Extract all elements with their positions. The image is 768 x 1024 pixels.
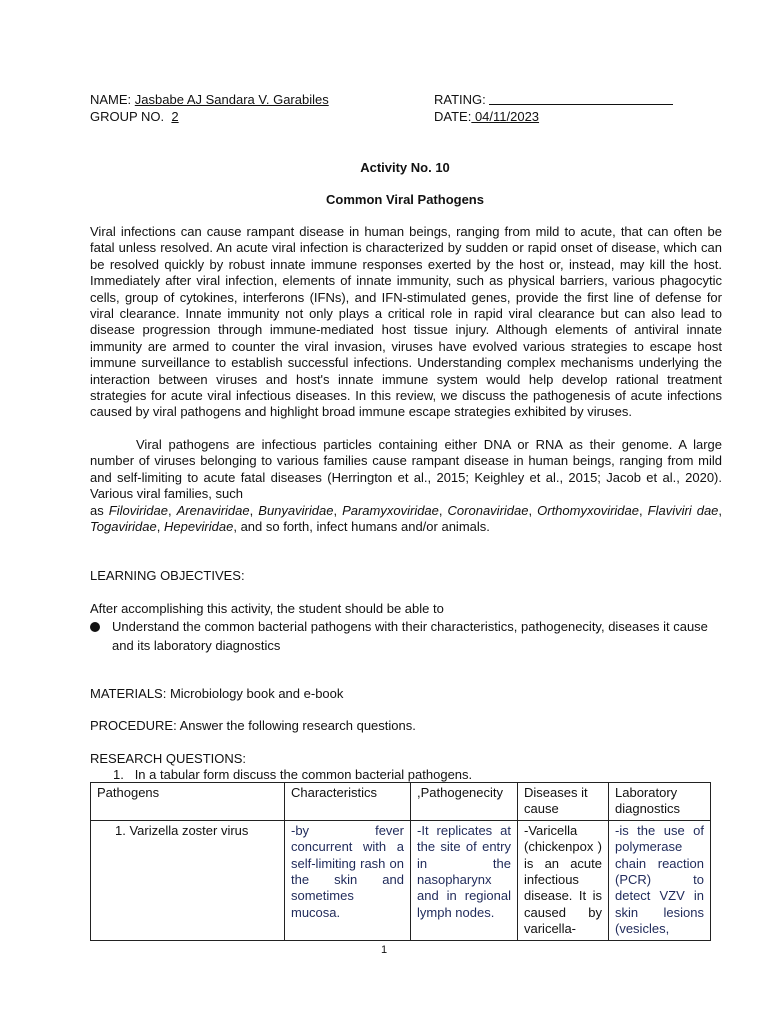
materials-line: MATERIALS: Microbiology book and e-book <box>90 686 344 701</box>
header-pathogenecity: ,Pathogenecity <box>411 783 518 821</box>
bullet-dot-icon <box>90 622 100 632</box>
procedure-line: PROCEDURE: Answer the following research questions. <box>90 718 416 733</box>
group-label: GROUP NO. <box>90 109 165 124</box>
family-8: Hepeviridae <box>163 519 234 535</box>
header-pathogens: Pathogens <box>91 783 285 821</box>
group-value: 2 <box>171 109 179 124</box>
pathogens-table <box>90 782 711 941</box>
table-header-row <box>91 783 711 821</box>
family-3: Paramyxoviridae <box>342 503 439 518</box>
objective-bullet <box>90 617 722 655</box>
as-prefix: as <box>90 503 109 518</box>
activity-subtitle: Common Viral Pathogens <box>326 192 484 207</box>
date-label: DATE: <box>434 109 472 124</box>
activity-title: Activity No. 10 <box>360 160 450 175</box>
family-7: Togaviridae <box>90 519 157 535</box>
family-5: Orthomyxoviridae <box>537 503 639 518</box>
research-item-text: In a tabular form discuss the common bacterial pathogens. <box>134 767 473 782</box>
header-characteristics: Characteristics <box>285 783 411 821</box>
intro-paragraph: Viral infections can cause rampant disease in human beings, ranging from mild to acute, that can often be fatal unless resolved. An acute viral infection is characterized by sudden or rapid onset of disease, which can be resolved quickly by robust innate immune responses exerted by the host or, instead, may kill the host. Immediately after viral infection, elements of innate immunity, such as physical barriers, various phagocytic cells, group of cytokines, interferons (IFNs), and IFN-stimulated genes, provide the first line of defense for viral clearance. Innate immunity not only plays a critical role in rapid viral clearance but can also lead to disease progression through immune-mediated host tissue injury. Although elements of antiviral innate immunity are armed to counter the viral invasion, viruses have evolved various strategies to escape host immune surveillance to establish successful infections. Understanding complex mechanisms underlying the interaction between viruses and host's innate immune system would help develop rational treatment strategies for acute viral infectious diseases. In this review, we discuss the pathogenesis of acute infections caused by viral pathogens and highlight broad immune escape strategies exhibited by viruses. <box>90 224 722 420</box>
date-line <box>434 109 539 126</box>
research-item-number: 1. <box>113 767 124 782</box>
family-4: Coronaviridae <box>447 503 529 518</box>
second-paragraph-lead: Viral pathogens are infectious particles containing either DNA or RNA as their genome. A large number of viruses belonging to various families cause rampant disease in human beings, ranging from mild and self-limiting to acute fatal diseases (Herrington et al., 2015; Keighley et al., 2015; Jacob et al., 2020). Various viral families, such <box>90 437 722 502</box>
page-number: 1 <box>380 944 388 956</box>
cell-pathogenecity: -It replicates at the site of entry in the nasopharynx and in regional lymph nodes. <box>411 820 518 940</box>
header-diseases: Diseases it cause <box>518 783 609 821</box>
second-paragraph <box>90 437 722 503</box>
table-row <box>91 820 711 940</box>
cell-pathogen: 1. Varizella zoster virus <box>91 820 285 940</box>
cell-diagnostics: -is the use of polymerase chain reaction (PCR) to detect VZV in skin lesions (vesicles, <box>609 820 711 940</box>
group-line <box>90 109 179 126</box>
family-2: Bunyaviridae <box>258 503 334 518</box>
cell-characteristics: -by fever concurrent with a self-limiting rash on the skin and sometimes mucosa. <box>285 820 411 940</box>
objective-text: Understand the common bacterial pathogens with their characteristics, pathogenecity, diseases it cause and its laboratory diagnostics <box>112 619 708 653</box>
cell-diseases: -Varicella (chickenpox ) is an acute infectious disease. It is caused by varicella- <box>518 820 609 940</box>
family-0: Filoviridae <box>108 503 168 518</box>
rating-line <box>434 92 673 109</box>
rating-blank <box>489 92 673 105</box>
family-1: Arenaviridae <box>176 503 250 518</box>
learning-objectives-heading: LEARNING OBJECTIVES: <box>90 568 245 583</box>
rating-label: RATING: <box>434 92 486 107</box>
date-value: 04/11/2023 <box>471 109 540 124</box>
name-label: NAME: <box>90 92 132 107</box>
families-tail: , and so forth, infect humans and/or animals. <box>233 519 490 535</box>
virus-families-line: as Filoviridae, Arenaviridae, Bunyaviridae, Paramyxoviridae, Coronaviridae, Orthomyxoviridae, Flaviviri dae, Togaviridae, Hepeviridae, and so forth, infect humans and/or animals. <box>90 503 723 535</box>
family-6: Flaviviri dae <box>647 503 719 518</box>
research-heading: RESEARCH QUESTIONS: <box>90 751 247 766</box>
name-line <box>90 92 329 109</box>
header-diagnostics: Laboratory diagnostics <box>609 783 711 821</box>
name-value: Jasbabe AJ Sandara V. Garabiles <box>134 92 329 107</box>
learning-objectives-lead: After accomplishing this activity, the student should be able to <box>90 601 444 616</box>
